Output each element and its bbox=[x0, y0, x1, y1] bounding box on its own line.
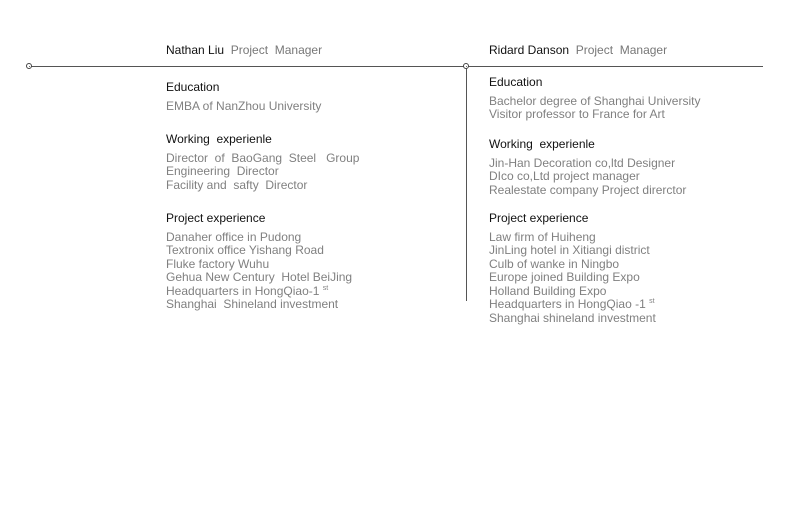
list-item-text: Shanghai Shineland investment bbox=[166, 297, 339, 311]
section-heading: Education bbox=[166, 80, 220, 94]
list-item-text: JinLing hotel in Xitiangi district bbox=[489, 243, 650, 257]
list-item bbox=[489, 108, 700, 122]
person-role: Project Manager bbox=[230, 43, 323, 57]
section-heading: Project experience bbox=[166, 211, 266, 225]
list-item bbox=[489, 231, 656, 245]
timeline-horizontal-line bbox=[29, 66, 763, 67]
list-item-text: Headquarters in HongQiao-1 bbox=[166, 283, 323, 298]
ordinal-suffix: st bbox=[649, 298, 655, 305]
list-item bbox=[489, 95, 700, 109]
list-item bbox=[166, 231, 352, 245]
list-item bbox=[489, 312, 656, 326]
resume-section bbox=[489, 76, 700, 122]
resume-section bbox=[489, 138, 686, 197]
list-item bbox=[166, 244, 352, 258]
list-item bbox=[166, 100, 321, 114]
section-heading: Project experience bbox=[489, 211, 589, 225]
person-header bbox=[489, 43, 667, 57]
resume-section bbox=[166, 133, 359, 192]
list-item bbox=[489, 170, 686, 184]
list-item-text: DIco co,Ltd project manager bbox=[489, 169, 640, 183]
person-header bbox=[166, 43, 322, 57]
section-heading: Working experienle bbox=[489, 137, 595, 151]
resume-section bbox=[489, 212, 656, 325]
list-item bbox=[166, 271, 352, 285]
person-name: Nathan Liu bbox=[166, 43, 225, 57]
list-item bbox=[166, 179, 359, 193]
resume-section bbox=[166, 212, 352, 312]
list-item bbox=[166, 152, 359, 166]
list-item bbox=[166, 165, 359, 179]
list-item bbox=[489, 285, 656, 299]
list-item-text: Director of BaoGang Steel Group bbox=[166, 150, 360, 165]
section-heading: Education bbox=[489, 75, 543, 89]
list-item-text: Visitor professor to France for Art bbox=[489, 107, 665, 121]
list-item-text: Facility and safty Director bbox=[166, 177, 308, 192]
list-item-text: Danaher office in Pudong bbox=[166, 229, 302, 244]
list-item-text: Bachelor degree of Shanghai University bbox=[489, 93, 701, 108]
list-item-text: Headquarters in HongQiao -1 bbox=[489, 297, 650, 311]
person-role: Project Manager bbox=[575, 43, 668, 57]
list-item bbox=[166, 258, 352, 272]
list-item-text: Holland Building Expo bbox=[489, 283, 607, 298]
section-heading: Working experienle bbox=[166, 132, 272, 146]
list-item-text: Gehua New Century Hotel BeiJing bbox=[166, 270, 353, 284]
ordinal-suffix: st bbox=[322, 284, 329, 292]
list-item bbox=[489, 258, 656, 272]
list-item-text: Europe joined Building Expo bbox=[489, 270, 640, 284]
list-item-text: Jin-Han Decoration co,ltd Designer bbox=[489, 155, 676, 170]
list-item bbox=[489, 157, 686, 171]
list-item-text: Culb of wanke in Ningbo bbox=[489, 256, 620, 271]
timeline-node-dot-icon bbox=[463, 63, 469, 69]
list-item-text: Realestate company Project direrctor bbox=[489, 182, 687, 197]
resume-section bbox=[166, 81, 321, 113]
person-name: Ridard Danson bbox=[489, 43, 570, 57]
timeline-start-dot-icon bbox=[26, 63, 32, 69]
list-item bbox=[489, 271, 656, 285]
timeline-vertical-line bbox=[466, 66, 467, 301]
list-item bbox=[166, 285, 352, 299]
list-item bbox=[489, 184, 686, 198]
list-item-text: Engineering Director bbox=[166, 164, 279, 178]
list-item-text: Shanghai shineland investment bbox=[489, 310, 656, 325]
list-item bbox=[489, 298, 656, 312]
list-item bbox=[166, 298, 352, 312]
list-item-text: EMBA of NanZhou University bbox=[166, 98, 322, 113]
list-item-text: Law firm of Huiheng bbox=[489, 229, 596, 244]
list-item bbox=[489, 244, 656, 258]
list-item-text: Textronix office Yishang Road bbox=[166, 243, 324, 257]
list-item-text: Fluke factory Wuhu bbox=[166, 256, 270, 271]
